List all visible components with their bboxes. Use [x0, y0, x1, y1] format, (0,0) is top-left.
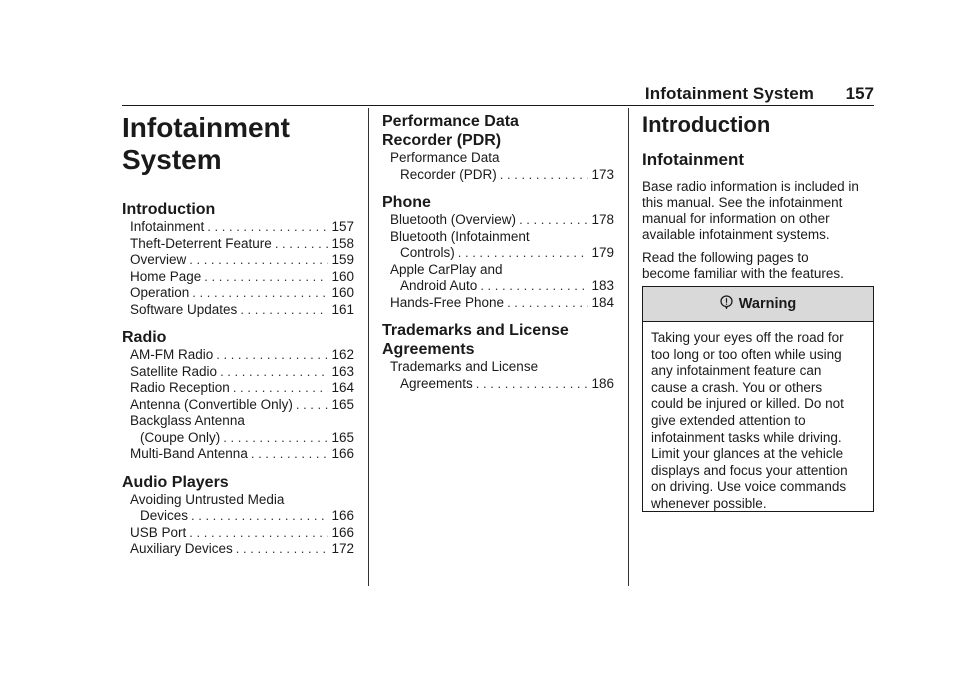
section-heading-line2: Agreements — [382, 341, 475, 358]
toc-entry[interactable] — [122, 347, 354, 364]
toc-entry-text: Antenna (Convertible Only) — [130, 396, 293, 412]
toc-entry[interactable] — [382, 212, 614, 229]
toc-entry-page: 178 — [591, 212, 614, 227]
toc-entry-text: Controls) — [400, 245, 455, 260]
toc-entry-text-line1: Bluetooth (Infotainment — [390, 228, 530, 244]
page-number: 157 — [845, 84, 874, 103]
toc-entry-page: 184 — [591, 294, 614, 310]
toc-entry-page: 166 — [331, 524, 354, 540]
section-heading-line2: Recorder (PDR) — [382, 132, 502, 149]
toc-entry-page: 157 — [331, 219, 354, 234]
toc-entry-page: 165 — [331, 429, 354, 445]
chapter-title-line2: System — [122, 144, 222, 175]
column-divider — [628, 108, 629, 586]
features-paragraph: Read the following pages to become familiar with the features. — [642, 250, 844, 281]
toc-entry-text-line1: Apple CarPlay and — [390, 261, 503, 277]
toc-entry-text: Auxiliary Devices — [130, 541, 233, 556]
warning-header — [643, 287, 873, 322]
toc-entry[interactable] — [122, 525, 354, 542]
toc-entry-page: 162 — [331, 347, 354, 362]
toc-entry[interactable] — [122, 541, 354, 558]
toc-entry-page: 173 — [591, 166, 614, 182]
toc-section-phone — [382, 193, 614, 311]
toc-entry[interactable] — [122, 380, 354, 397]
toc-entry-page: 160 — [331, 268, 354, 284]
toc-entry-text: Overview — [130, 252, 187, 267]
toc-entry[interactable] — [382, 295, 614, 312]
toc-entry-page: 158 — [331, 235, 354, 251]
toc-entry-page: 179 — [591, 245, 614, 260]
toc-entry[interactable] — [382, 229, 614, 262]
toc-entry-text: Infotainment — [130, 219, 205, 234]
toc-entry-text: Home Page — [130, 268, 202, 284]
content-column — [642, 112, 876, 282]
toc-entry-page: 172 — [331, 541, 354, 556]
toc-entry-text: Devices — [140, 508, 189, 523]
toc-entry-text: Software Updates — [130, 301, 238, 317]
toc-entry-page: 166 — [331, 446, 354, 461]
toc-entry[interactable] — [122, 446, 354, 463]
toc-entry-text: USB Port — [130, 524, 187, 540]
toc-entry-text: Theft-Deterrent Feature — [130, 235, 272, 251]
toc-section-pdr — [382, 112, 614, 183]
toc-entry[interactable] — [122, 413, 354, 446]
toc-entry-text-line1: Backglass Antenna — [130, 413, 245, 428]
toc-entry[interactable] — [382, 150, 614, 183]
introduction-title: Introduction — [642, 112, 771, 137]
toc-entry-text-line1: Trademarks and License — [390, 359, 539, 374]
toc-entry-text: Multi-Band Antenna — [130, 446, 248, 461]
section-heading — [382, 112, 614, 150]
toc-entry[interactable] — [122, 397, 354, 414]
warning-icon — [720, 295, 733, 313]
toc-entry-page: 166 — [331, 508, 354, 523]
section-heading: Phone — [382, 194, 431, 211]
toc-entry-page: 163 — [331, 363, 354, 379]
toc-entry[interactable] — [122, 364, 354, 381]
toc-entry-text: Android Auto — [400, 278, 478, 293]
section-heading-line1: Trademarks and License — [382, 322, 569, 339]
toc-column-2 — [382, 112, 614, 392]
toc-entry-page: 161 — [331, 301, 354, 317]
toc-entry[interactable] — [122, 252, 354, 269]
toc-entry-text: Hands-Free Phone — [390, 294, 505, 310]
toc-entry[interactable] — [382, 359, 614, 392]
toc-entry[interactable] — [122, 302, 354, 319]
section-heading-line1: Performance Data — [382, 113, 519, 130]
running-header-title: Infotainment System — [644, 84, 814, 103]
section-heading: Audio Players — [122, 473, 229, 491]
warning-label: Warning — [738, 296, 797, 312]
toc-entry[interactable] — [122, 492, 354, 525]
chapter-title-line1: Infotainment — [122, 112, 290, 143]
toc-entry[interactable] — [122, 219, 354, 236]
toc-column-1 — [122, 112, 354, 558]
section-heading: Radio — [122, 329, 167, 346]
toc-entry[interactable] — [122, 285, 354, 302]
toc-section-audio-players — [122, 473, 354, 558]
toc-entry-text: Radio Reception — [130, 380, 230, 395]
toc-entry-text: (Coupe Only) — [140, 429, 221, 445]
toc-entry-text-line1: Avoiding Untrusted Media — [130, 491, 285, 507]
toc-section-introduction — [122, 200, 354, 318]
section-heading: Introduction — [122, 201, 216, 218]
header-rule — [122, 105, 874, 106]
warning-text: Taking your eyes off the road for too long or too often while using any infotainment feature can cause a crash. You or others could be injured or killed. Do not give extended attention to infotainment tasks while driving. Limit your glances at the vehicle displays and focus your attention on driving. Use voice commands whenever possible. — [651, 330, 848, 511]
toc-entry-page: 159 — [331, 252, 354, 267]
section-heading — [382, 321, 614, 359]
warning-box — [642, 286, 874, 512]
toc-entry-text: AM-FM Radio — [130, 347, 214, 362]
toc-entry-page: 186 — [591, 375, 614, 391]
toc-entry-text-line1: Performance Data — [390, 150, 500, 165]
toc-entry-text: Recorder (PDR) — [400, 166, 497, 182]
toc-entry-text: Bluetooth (Overview) — [390, 212, 517, 227]
toc-entry-text: Satellite Radio — [130, 363, 218, 379]
toc-entry-text: Operation — [130, 285, 190, 300]
infotainment-subtitle: Infotainment — [642, 150, 744, 169]
toc-entry[interactable] — [382, 262, 614, 295]
toc-entry-page: 164 — [331, 380, 354, 395]
toc-section-trademarks — [382, 321, 614, 392]
toc-entry[interactable] — [122, 269, 354, 286]
chapter-title — [122, 112, 354, 176]
toc-entry-text: Agreements — [400, 375, 473, 391]
toc-section-radio — [122, 328, 354, 463]
intro-paragraph: Base radio information is included in this manual. See the infotainment manual for information on other available infotainment systems. — [642, 179, 859, 242]
toc-entry-page: 160 — [331, 285, 354, 300]
toc-entry-page: 165 — [331, 396, 354, 412]
toc-entry-page: 183 — [591, 278, 614, 293]
toc-entry[interactable] — [122, 236, 354, 253]
column-divider — [368, 108, 369, 586]
